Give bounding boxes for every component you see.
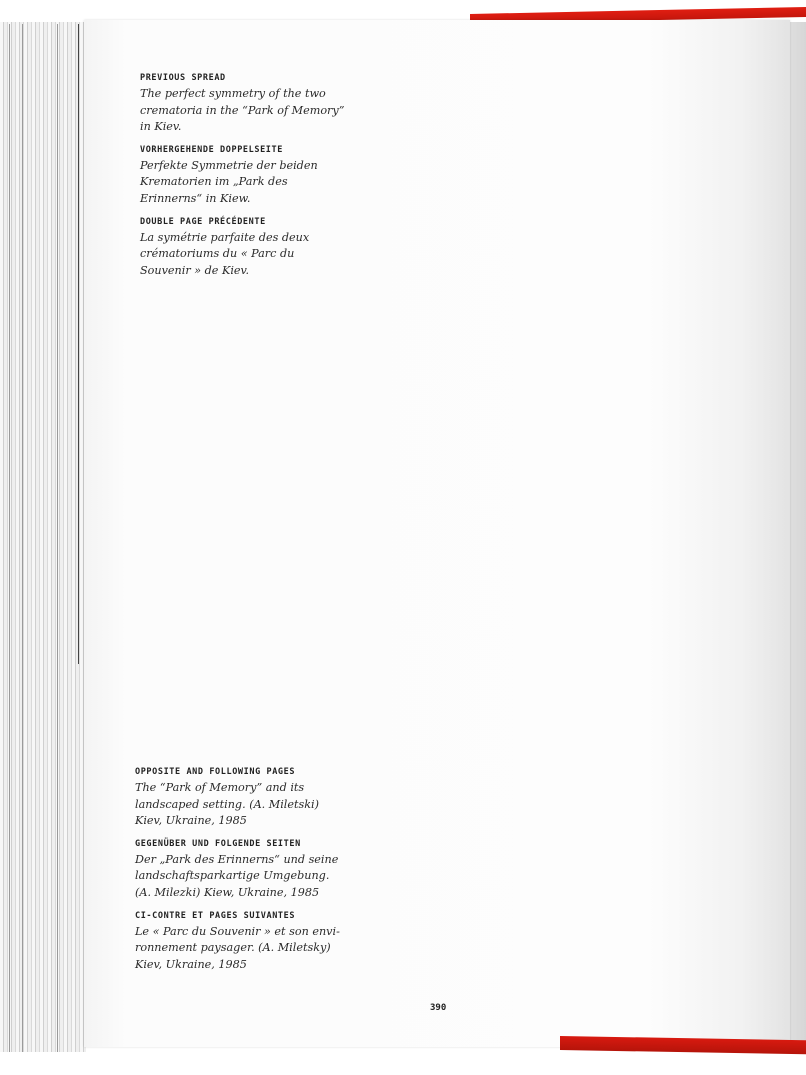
caption-text: Der „Park des Erinnerns“ und seine landschaftsparkartige Umgebung. (A. Milezki) Kiew, Ukraine, 1985 <box>135 852 339 899</box>
caption-heading: OPPOSITE AND FOLLOWING PAGES <box>135 767 296 777</box>
page-number: 390 <box>430 1003 447 1013</box>
caption-group-previous-spread <box>140 73 370 288</box>
page-block-edges <box>0 22 86 1052</box>
caption-heading: CI-CONTRE ET PAGES SUIVANTES <box>135 910 296 921</box>
caption-text: Perfekte Symmetrie der beiden Krematorien im „Park des Erinnerns“ in Kiew. <box>140 158 318 205</box>
caption-text: The “Park of Memory” and its landscaped setting. (A. Miletski) Kiev, Ukraine, 1985 <box>135 781 319 828</box>
page-edge-line <box>57 24 58 1052</box>
page-edge-line <box>9 24 10 1052</box>
caption-text: Le « Parc du Souvenir » et son envi- ronnement paysager. (A. Miletsky) Kiev, Ukraine, 1985 <box>135 924 340 971</box>
caption-heading: DOUBLE PAGE PRÉCÉDENTE <box>140 216 266 227</box>
caption-text: La symétrie parfaite des deux crématoriums du « Parc du Souvenir » de Kiev. <box>140 230 310 277</box>
page-edge-line <box>78 24 79 664</box>
book-cover-bottom-edge <box>560 1036 806 1054</box>
page-edge-line <box>22 24 23 1052</box>
caption-heading: GEGENÜBER UND FOLGENDE SEITEN <box>135 838 301 849</box>
caption-heading: PREVIOUS SPREAD <box>140 73 226 83</box>
caption-text: The perfect symmetry of the two crematoria in the “Park of Memory” in Kiev. <box>140 87 345 134</box>
caption-group-opposite-pages <box>135 767 375 982</box>
caption-heading: VORHERGEHENDE DOPPELSEITE <box>140 144 283 155</box>
